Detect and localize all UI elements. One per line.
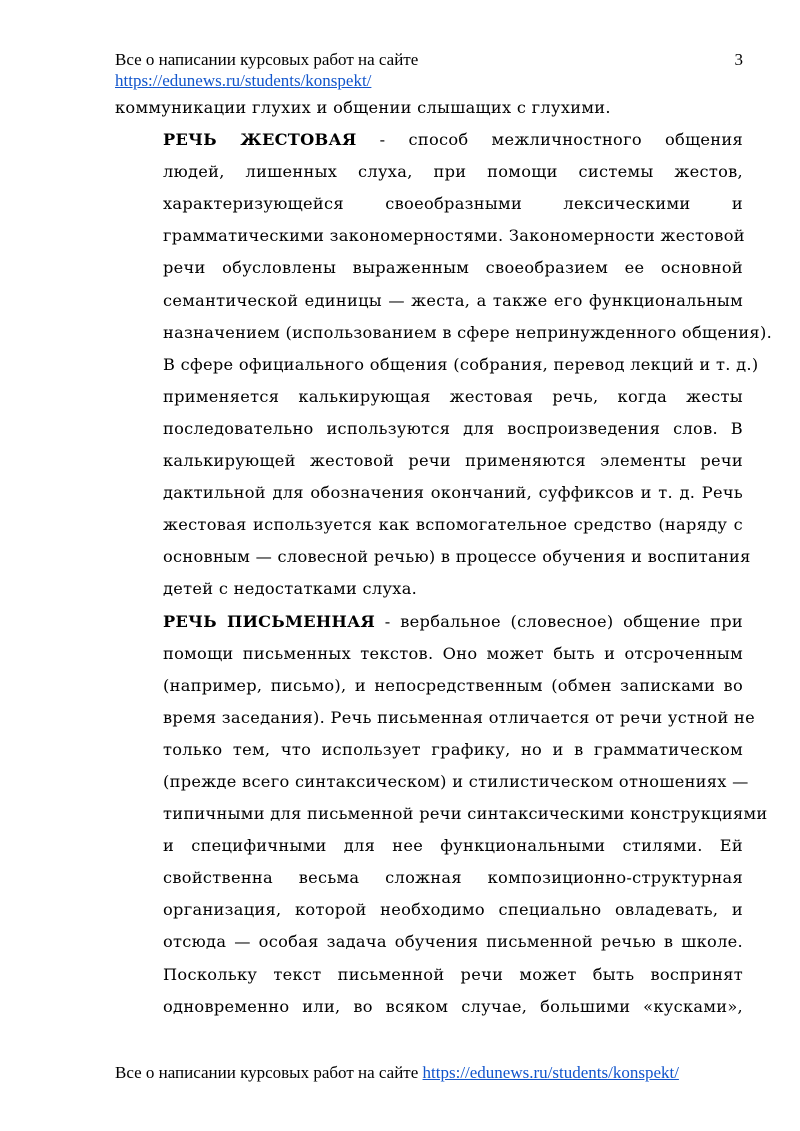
line-text: грамматическими закономерностями. Закономерности жестовой	[163, 226, 745, 246]
line-text: и специфичными для нее функциональными стилями. Ей	[163, 836, 743, 856]
line-text: время заседания). Речь письменная отличается от речи устной не	[163, 707, 755, 727]
text-line	[115, 606, 743, 638]
line-text: одновременно или, во всяком случае, большими «кусками»,	[163, 996, 743, 1016]
document-body	[115, 92, 773, 1023]
page-footer	[115, 1062, 743, 1083]
line-text: только тем, что использует графику, но и в грамматическом	[163, 739, 743, 759]
line-text: (прежде всего синтаксическом) и стилистическом отношениях —	[163, 771, 749, 791]
text-line	[115, 959, 743, 991]
line-text: детей с недостатками слуха.	[163, 579, 418, 599]
text-line: коммуникации глухих и общении слышащих с глухими.	[115, 98, 611, 117]
line-text: основным — словесной речью) в процессе обучения и воспитания	[163, 547, 751, 567]
text-line	[115, 349, 759, 381]
line-text: последовательно используются для воспроизведения слов. В	[163, 418, 743, 438]
text-line	[115, 317, 773, 349]
text-line	[115, 798, 768, 830]
text-line	[115, 381, 743, 413]
line-text: речи обусловлены выраженным своеобразием ее основной	[163, 258, 743, 278]
text-line	[115, 220, 743, 252]
text-line	[115, 509, 743, 541]
page-header	[115, 49, 743, 91]
text-line	[115, 477, 743, 509]
line-text: свойственна весьма сложная композиционно-структурная	[163, 868, 743, 888]
line-text: типичными для письменной речи синтаксическими конструкциями	[163, 804, 768, 824]
header-title: Все о написании курсовых работ на сайте	[115, 50, 419, 69]
line-text: отсюда — особая задача обучения письменной речью в школе.	[163, 932, 743, 952]
line-text: семантической единицы — жеста, а также его функциональным	[163, 290, 743, 310]
text-line	[115, 894, 743, 926]
text-line	[115, 573, 743, 605]
line-text: (например, письмо), и непосредственным (обмен записками во	[163, 675, 743, 695]
text-line	[115, 445, 743, 477]
line-text: калькирующей жестовой речи применяются элементы речи	[163, 451, 743, 471]
line-text: жестовая используется как вспомогательное средство (наряду с	[163, 515, 743, 535]
text-line	[115, 156, 743, 188]
text-line	[115, 766, 749, 798]
line-text: - вербальное (словесное) общение при	[375, 611, 743, 631]
line-text: - способ межличностного общения	[356, 130, 744, 150]
line-text: характеризующейся своеобразными лексическими и	[163, 194, 743, 214]
text-line	[115, 252, 743, 284]
text-line	[115, 734, 743, 766]
line-text: людей, лишенных слуха, при помощи системы жестов,	[163, 162, 743, 182]
paragraph-rech-zhestovaya	[115, 124, 773, 605]
line-text: В сфере официального общения (собрания, перевод лекций и т. д.)	[163, 354, 759, 374]
term-heading: РЕЧЬ ЖЕСТОВАЯ	[163, 130, 357, 150]
text-line	[115, 638, 743, 670]
line-text: дактильной для обозначения окончаний, суффиксов и т. д. Речь	[163, 483, 743, 503]
text-line	[115, 830, 743, 862]
text-line	[115, 285, 743, 317]
line-text: применяется калькирующая жестовая речь, когда жесты	[163, 386, 743, 406]
page-number: 3	[734, 50, 743, 69]
line-text: Поскольку текст письменной речи может быть воспринят	[163, 964, 743, 984]
footer-text: Все о написании курсовых работ на сайте	[115, 1063, 423, 1082]
line-text: организация, которой необходимо специально овладевать, и	[163, 900, 743, 920]
line-text: помощи письменных текстов. Оно может быть и отсроченным	[163, 643, 743, 663]
text-line	[115, 862, 743, 894]
continuation-paragraph	[115, 92, 743, 124]
term-heading: РЕЧЬ ПИСЬМЕННАЯ	[163, 611, 376, 631]
text-line	[115, 926, 743, 958]
header-link[interactable]: https://edunews.ru/students/konspekt/	[115, 71, 372, 90]
text-line	[115, 124, 743, 156]
text-line	[115, 413, 743, 445]
paragraph-rech-pismennaya	[115, 606, 768, 1023]
text-line	[115, 702, 755, 734]
text-line	[115, 991, 743, 1023]
footer-link[interactable]: https://edunews.ru/students/konspekt/	[422, 1063, 679, 1082]
text-line	[115, 541, 751, 573]
text-line	[115, 670, 743, 702]
line-text: назначением (использованием в сфере непринужденного общения).	[163, 322, 773, 342]
text-line	[115, 188, 743, 220]
